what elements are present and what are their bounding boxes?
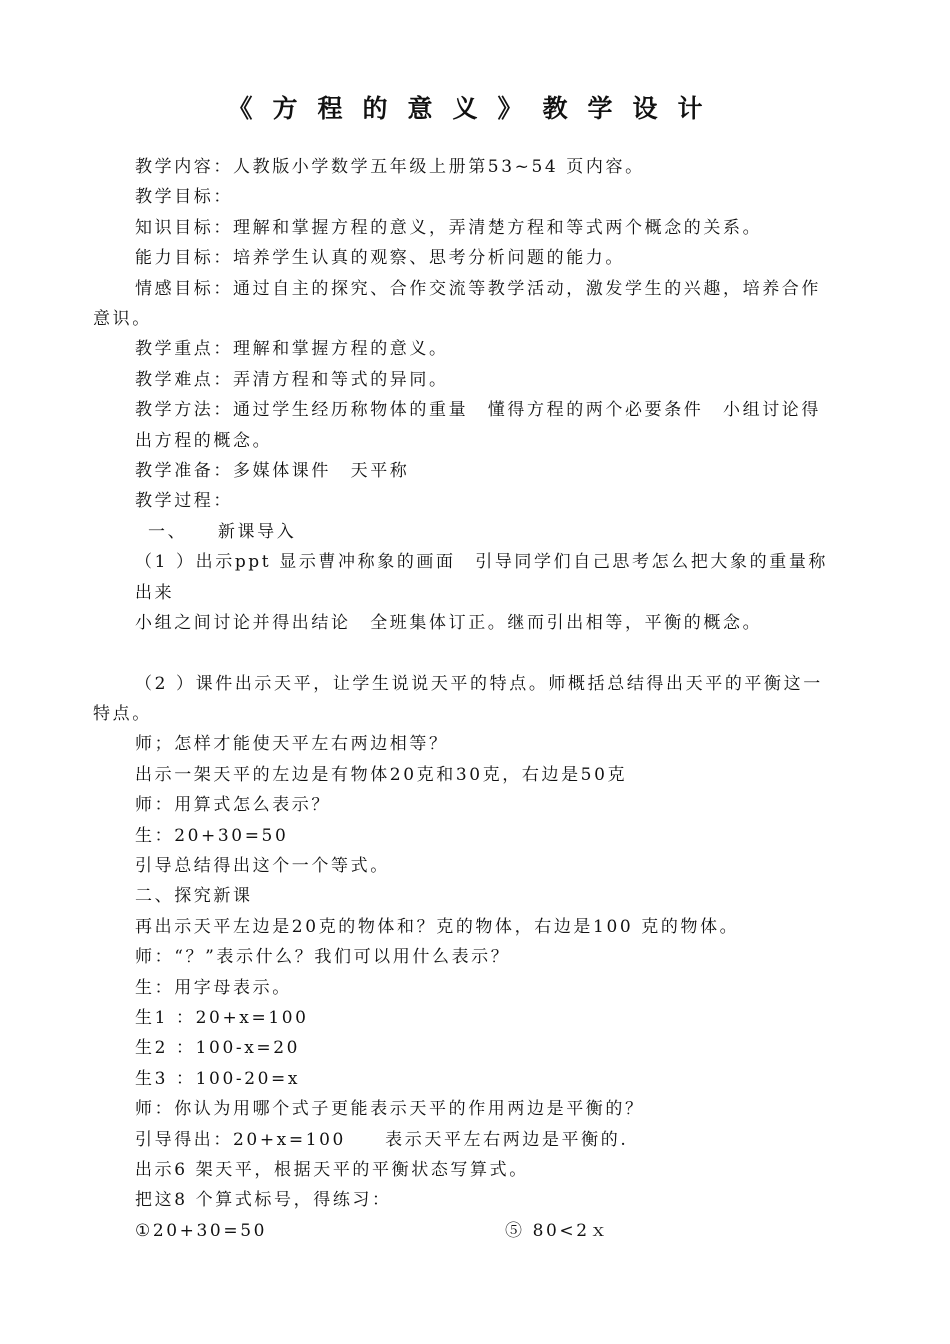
balance-description-2: 再出示天平左边是20克的物体和？克的物体，右边是100 克的物体。 [135,916,740,937]
exercise-item-1: ①20+30=50 [135,1220,268,1241]
item-2-line-1: （2 ）课件出示天平，让学生说说天平的特点。师概括总结得出天平的平衡这一 [135,673,823,694]
teaching-process-heading: 教学过程： [135,491,233,512]
student-answer-1: 生：20+30=50 [135,825,289,846]
summary-line-1: 引导总结得出这个一个等式。 [135,855,390,876]
teacher-question-4: 师：你认为用哪个式子更能表示天平的作用两边是平衡的？ [135,1099,645,1120]
student-3-answer: 生3 ：100-20=x [135,1068,301,1089]
teacher-question-2: 师：用算式怎么表示？ [135,795,331,816]
item-1-line-1: （1 ）出示ppt 显示曹冲称象的画面 引导同学们自己思考怎么把大象的重量称 [135,552,829,573]
item-2-line-2: 特点。 [93,703,152,724]
section-1-heading: 一、 新课导入 [148,521,297,542]
teaching-prep-line: 教学准备：多媒体课件 天平称 [135,461,410,482]
teaching-content-line: 教学内容：人教版小学数学五年级上册第53~54 页内容。 [135,157,645,177]
exercise-row [93,1216,863,1246]
teaching-key-line: 教学重点：理解和掌握方程的意义。 [135,339,449,360]
knowledge-goal-line: 知识目标：理解和掌握方程的意义，弄清楚方程和等式两个概念的关系。 [135,217,763,238]
emotion-goal-line-2: 意识。 [93,309,152,330]
teaching-method-line-2: 出方程的概念。 [135,430,273,451]
paragraph-gap [93,639,863,669]
section-2-heading: 二、探究新课 [135,886,253,907]
six-balances-line: 出示6 架天平，根据天平的平衡状态写算式。 [135,1160,529,1180]
student-1-answer: 生1 ：20+x=100 [135,1007,309,1028]
teaching-method-line-1: 教学方法：通过学生经历称物体的重量 懂得方程的两个必要条件 小组讨论得 [135,400,821,421]
teaching-goals-heading: 教学目标： [135,187,233,208]
exercise-item-5: ⑤ 80<2ｘ [505,1220,610,1241]
exercise-intro-line: 把这8 个算式标号，得练习： [135,1190,392,1211]
emotion-goal-line-1: 情感目标：通过自主的探究、合作交流等教学活动，激发学生的兴趣，培养合作 [135,278,821,299]
student-2-answer: 生2 ：100-x=20 [135,1038,301,1059]
item-1-line-3: 小组之间讨论并得出结论 全班集体订正。继而引出相等，平衡的概念。 [135,613,763,634]
guided-conclusion-line: 引导得出：20+x=100 表示天平左右两边是平衡的. [135,1129,629,1150]
teaching-difficulty-line: 教学难点：弄清方程和等式的异同。 [135,369,449,390]
teacher-question-3: 师：“？”表示什么？我们可以用什么表示？ [135,947,511,968]
document-title: 《方程的意义》教学设计 [227,94,723,123]
item-1-line-2: 出来 [135,582,175,603]
ability-goal-line: 能力目标：培养学生认真的观察、思考分析问题的能力。 [135,248,625,269]
document-body [93,152,863,1246]
balance-description-1: 出示一架天平的左边是有物体20克和30克，右边是50克 [135,764,628,785]
student-answer-2: 生：用字母表示。 [135,977,292,998]
teacher-question-1: 师；怎样才能使天平左右两边相等？ [135,734,449,755]
